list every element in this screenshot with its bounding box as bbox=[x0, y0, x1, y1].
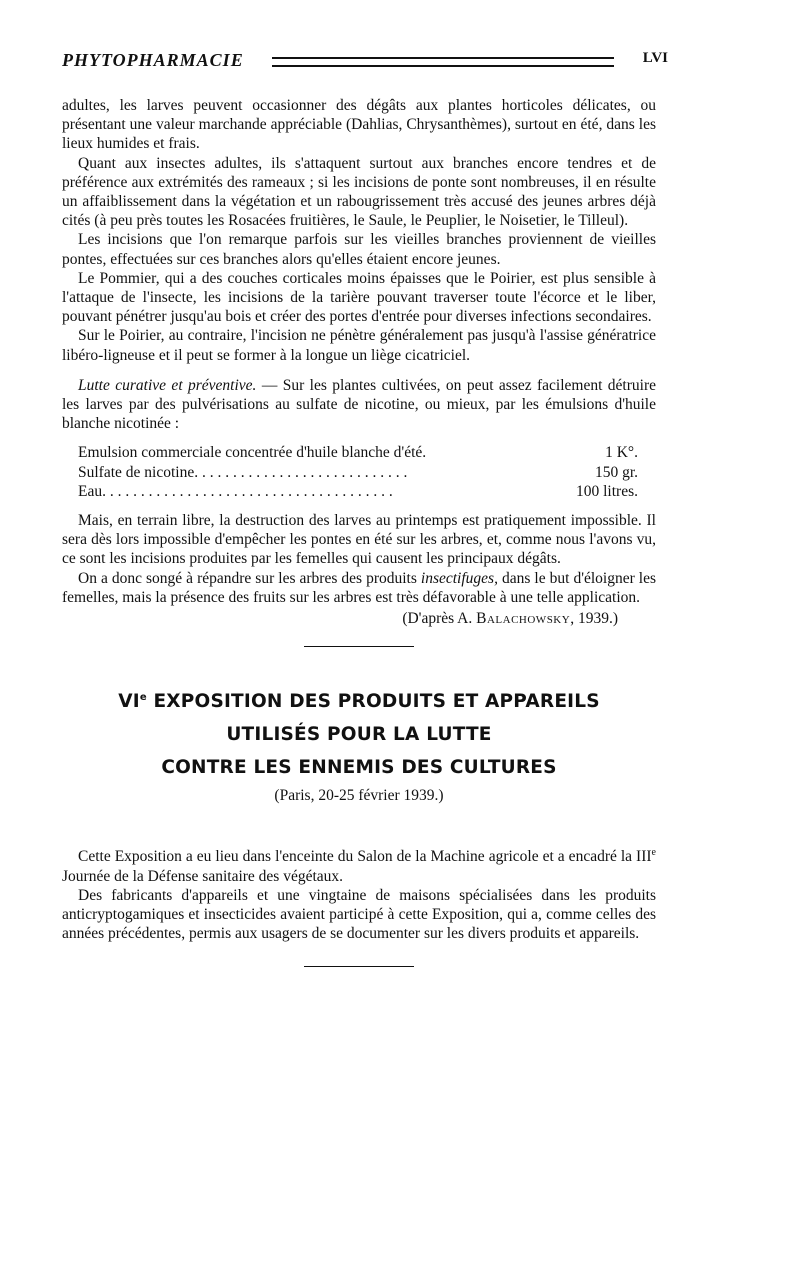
exposition-start: Cette Exposition a eu lieu dans l'enceinte du Salon de la Machine agricole et a encadré la III bbox=[78, 848, 652, 866]
section-title-num: VI bbox=[118, 691, 140, 713]
attribution bbox=[62, 609, 656, 628]
recipe-row bbox=[78, 482, 638, 501]
paragraph-incisions: Les incisions que l'on remarque parfois sur les vieilles branches proviennent de vieilles pontes, effectuées sur ces branches alors qu'elles étaient encore jeunes. bbox=[62, 231, 656, 268]
paragraph-terrain-libre: Mais, en terrain libre, la destruction des larves au printemps est pratiquement impossible. Il sera dès lors impossible d'empêcher les pontes en été sur les arbres, et, comme nous l'avons vu, ce sont les incisions produites par les femelles qui causent les principaux dégâts. bbox=[62, 512, 656, 568]
section-body bbox=[62, 847, 656, 943]
paragraph-larves: adultes, les larves peuvent occasionner des dégâts aux plantes horticoles délicates, ou présentant une valeur marchande appréciable (Dahlias, Chrysanthèmes), surtout en été, dans les lieux humides et frais. bbox=[62, 97, 656, 153]
recipe-row bbox=[78, 463, 638, 482]
paragraph-pommier: Le Pommier, qui a des couches corticales moins épaisses que le Poirier, est plus sensible à l'attaque de l'insecte, les incisions de la tarière pouvant traverser toute l'écorce et le liber, pouvant pénétrer jusqu'au bois et créer des portes d'entrée pour diverses infections secondaires. bbox=[62, 269, 656, 326]
recipe-quantity: 1 K°. bbox=[605, 444, 638, 462]
recipe-quantity: 150 gr. bbox=[594, 463, 638, 481]
insectifuges-word: insectifuges, bbox=[420, 569, 498, 587]
section-title bbox=[62, 685, 656, 784]
page-number: LVI bbox=[642, 50, 668, 66]
exposition-sup: e bbox=[651, 847, 656, 859]
recipe-row bbox=[78, 443, 638, 462]
paragraph-poirier: Sur le Poirier, au contraire, l'incision ne pénètre généralement pas jusqu'à l'assise génératrice libéro-ligneuse et il peut se former à la longue un liège cicatriciel. bbox=[62, 327, 656, 364]
page-body bbox=[62, 96, 656, 967]
section-title-line-1-text: EXPOSITION DES PRODUITS ET APPAREILS bbox=[146, 691, 600, 713]
recipe-ingredient: Sulfate de nicotine. . . . . . . . . . . . . . . . . . . . . . . . . . . . bbox=[78, 463, 408, 481]
recipe-table bbox=[78, 443, 638, 501]
attribution-prefix: (D'après A. bbox=[402, 610, 477, 628]
header-double-rule bbox=[272, 57, 614, 67]
recipe-ingredient: Eau. . . . . . . . . . . . . . . . . . . . . . . . . . . . . . . . . . . . . . bbox=[78, 482, 393, 500]
section-subtitle: (Paris, 20-25 février 1939.) bbox=[274, 787, 444, 805]
lutte-heading: Lutte curative et préventive. bbox=[78, 376, 257, 394]
paragraph-insectifuges bbox=[62, 569, 656, 607]
section-title-line-1 bbox=[62, 685, 656, 718]
paragraph-exposition bbox=[62, 847, 656, 885]
section-divider bbox=[304, 646, 414, 647]
recipe-ingredient: Emulsion commerciale concentrée d'huile blanche d'été. bbox=[78, 444, 427, 462]
page-header bbox=[62, 50, 670, 74]
paragraph-fabricants: Des fabricants d'appareils et une vingtaine de maisons spécialisées dans les produits anticryptogamiques et insecticides avaient participé à cette Exposition, qui a, comme celles des années précédentes, permis aux usagers de se documenter sur les divers produits et appareils. bbox=[62, 886, 656, 943]
lutte-text: — Sur les plantes cultivées, on peut assez facilement détruire les larves par des pulvérisations au sulfate de nicotine, ou mieux, par les émulsions d'huile blanche nicotinée : bbox=[62, 376, 656, 433]
exposition-end: Journée de la Défense sanitaire des végétaux. bbox=[62, 867, 344, 885]
insectifuges-end: dans le but d'éloigner les femelles, mais la présence des fruits sur les arbres est très défavorable à une telle application. bbox=[62, 569, 657, 606]
section-title-line-3: CONTRE LES ENNEMIS DES CULTURES bbox=[161, 757, 557, 779]
end-divider bbox=[304, 966, 414, 967]
recipe-quantity: 100 litres. bbox=[576, 482, 638, 500]
running-title: PHYTOPHARMACIE bbox=[62, 50, 244, 70]
insectifuges-start: On a donc songé à répandre sur les arbres des produits bbox=[78, 569, 421, 587]
section-title-sup: e bbox=[139, 692, 147, 704]
attribution-suffix: , 1939.) bbox=[570, 610, 618, 628]
section-title-line-2: UTILISÉS POUR LA LUTTE bbox=[226, 724, 492, 746]
attribution-author: Balachowsky bbox=[476, 610, 571, 628]
paragraph-insectes-adultes: Quant aux insectes adultes, ils s'attaquent surtout aux branches encore tendres et de préférence aux extrémités des rameaux ; si les incisions de ponte sont nombreuses, il en résulte un affaiblissement dans la végétation et un rabougrissement très accusé des jeunes arbres déjà cités (à peu près toutes les Rosacées fruitières, le Saule, le Peuplier, le Noisetier, le Tilleul). bbox=[62, 154, 656, 230]
paragraph-lutte bbox=[62, 376, 656, 434]
